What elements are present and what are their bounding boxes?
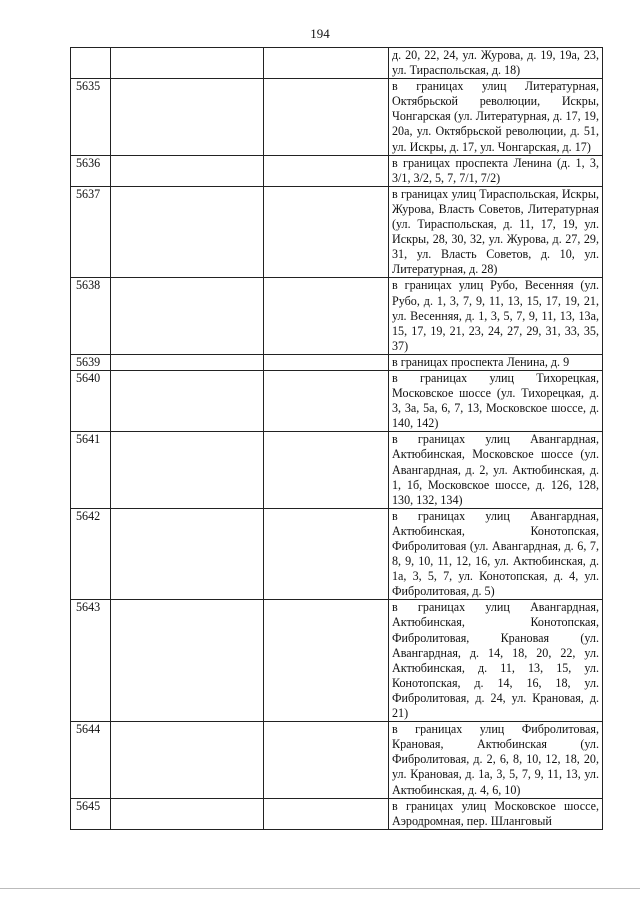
empty-cell [111,600,264,722]
table-row [71,432,603,508]
row-number: 5638 [71,278,111,354]
boundary-description: д. 20, 22, 24, ул. Журова, д. 19, 19а, 23, ул. Тираспольская, д. 18) [389,48,603,79]
table-row [71,354,603,370]
empty-cell [111,48,264,79]
table-row [71,370,603,431]
empty-cell [264,432,389,508]
row-number: 5636 [71,155,111,186]
empty-cell [111,370,264,431]
boundary-description: в границах улиц Авангардная, Актюбинская, Московское шоссе (ул. Авангардная, д. 2, ул. Актюбинская, д. 1, 1б, Московское шоссе, д. 126, 128, 130, 132, 134) [389,432,603,508]
empty-cell [111,186,264,278]
empty-cell [111,798,264,829]
table-row [71,798,603,829]
page-bottom-edge [0,888,640,889]
empty-cell [111,722,264,798]
table-row [71,600,603,722]
boundary-description: в границах проспекта Ленина, д. 9 [389,354,603,370]
empty-cell [264,370,389,431]
table-row [71,278,603,354]
table-row [71,186,603,278]
empty-cell [264,278,389,354]
table-row [71,508,603,600]
row-number: 5640 [71,370,111,431]
row-number: 5641 [71,432,111,508]
row-number: 5645 [71,798,111,829]
table-body [71,48,603,830]
row-number: 5635 [71,79,111,155]
boundary-description: в границах улиц Авангардная, Актюбинская, Конотопская, Фибролитовая (ул. Авангардная, д. 6, 7, 8, 9, 10, 11, 12, 16, ул. Актюбинская, д. 1а, 3, 5, 7, ул. Конотопская, д. 4, ул. Фибролитовая, д. 5) [389,508,603,600]
boundary-description: в границах улиц Литературная, Октябрьской революции, Искры, Чонгарская (ул. Литературная, д. 17, 19, 20а, ул. Октябрьской революции, д. 51, ул. Искры, д. 17, ул. Чонгарская, д. 17) [389,79,603,155]
empty-cell [111,432,264,508]
page-number: 194 [310,26,330,41]
empty-cell [264,600,389,722]
row-number: 5642 [71,508,111,600]
row-number [71,48,111,79]
table-row [71,79,603,155]
boundary-description: в границах улиц Тираспольская, Искры, Журова, Власть Советов, Литературная (ул. Тираспольская, д. 11, 17, 19, ул. Искры, 28, 30, 32, ул. Журова, д. 27, 29, 31, ул. Власть Советов, д. 10, ул. Литературная, д. 28) [389,186,603,278]
empty-cell [264,508,389,600]
table-row [71,48,603,79]
boundary-description: в границах улиц Рубо, Весенняя (ул. Рубо, д. 1, 3, 7, 9, 11, 13, 15, 17, 19, 21, ул. Весенняя, д. 1, 3, 5, 7, 9, 11, 13, 13а, 15, 17, 19, 21, 23, 24, 27, 29, 31, 33, 35, 37) [389,278,603,354]
boundary-description: в границах улиц Тихорецкая, Московское шоссе (ул. Тихорецкая, д. 3, 3а, 5а, 6, 7, 13, Московское шоссе, д. 140, 142) [389,370,603,431]
boundary-description: в границах улиц Московское шоссе, Аэродромная, пер. Шланговый [389,798,603,829]
empty-cell [264,48,389,79]
table-row [71,722,603,798]
table-row [71,155,603,186]
empty-cell [111,278,264,354]
empty-cell [264,354,389,370]
empty-cell [264,155,389,186]
boundary-description: в границах улиц Авангардная, Актюбинская, Конотопская, Фибролитовая, Крановая (ул. Авангардная, д. 14, 18, 20, 22, ул. Актюбинская, д. 11, 13, 15, ул. Конотопская, д. 14, 16, 18, ул. Фибролитовая, д. 24, ул. Крановая, д. 21) [389,600,603,722]
empty-cell [111,155,264,186]
empty-cell [111,79,264,155]
row-number: 5644 [71,722,111,798]
row-number: 5639 [71,354,111,370]
empty-cell [264,722,389,798]
empty-cell [264,79,389,155]
boundary-description: в границах улиц Фибролитовая, Крановая, Актюбинская (ул. Фибролитовая, д. 2, 6, 8, 10, 12, 18, 20, ул. Крановая, д. 1а, 3, 5, 7, 9, 11, 13, ул. Актюбинская, д. 4, 6, 10) [389,722,603,798]
row-number: 5643 [71,600,111,722]
boundary-description: в границах проспекта Ленина (д. 1, 3, 3/1, 3/2, 5, 7, 7/1, 7/2) [389,155,603,186]
empty-cell [264,798,389,829]
empty-cell [264,186,389,278]
districts-table [70,47,603,830]
empty-cell [111,508,264,600]
row-number: 5637 [71,186,111,278]
empty-cell [111,354,264,370]
